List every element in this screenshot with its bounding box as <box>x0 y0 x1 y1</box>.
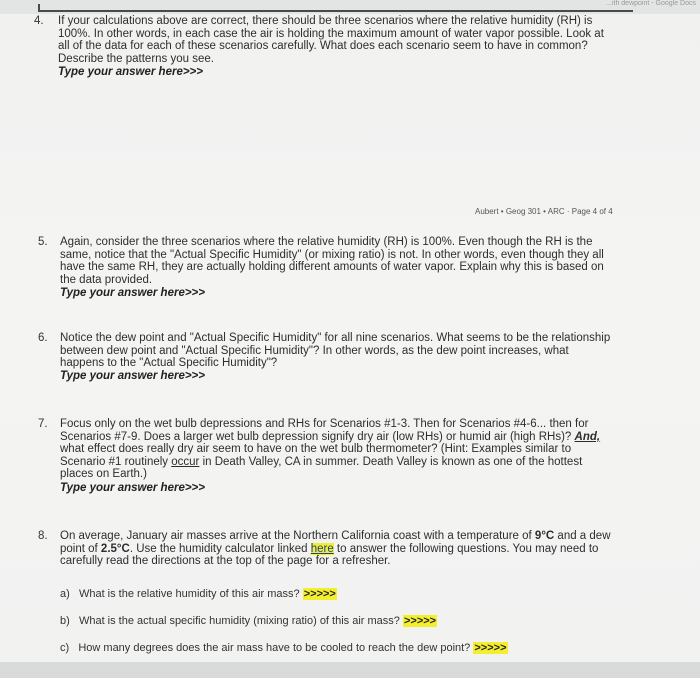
temperature-value: 9°C <box>534 530 555 542</box>
question-6-line: between dew point and "Actual Specific Humidity"? In other words, as the dew point increases, what <box>60 344 569 357</box>
question-4-line: Describe the patterns you see. <box>58 52 214 65</box>
subquestion-b[interactable] <box>60 615 437 627</box>
question-4-text[interactable] <box>58 15 604 65</box>
humidity-calculator-link[interactable]: here <box>310 542 334 555</box>
question-8-line: carefully read the directions at the top of the page for a refresher. <box>60 555 391 568</box>
subquestion-label: b) <box>60 615 70 627</box>
question-8-line <box>60 543 611 556</box>
subquestion-label: a) <box>60 588 70 600</box>
answer-arrows[interactable]: >>>>> <box>303 588 336 600</box>
question-8-line-text: to answer the following questions. You may need to <box>333 542 599 555</box>
question-8-line <box>60 530 611 543</box>
question-7-line <box>60 456 600 469</box>
question-5-answer-prompt[interactable]: Type your answer here>>> <box>60 287 205 299</box>
subquestion-label: c) <box>60 642 70 654</box>
question-6-line: Notice the dew point and "Actual Specific Humidity" for all nine scenarios. What seems to be the relationship <box>60 332 611 344</box>
question-5-number: 5. <box>38 236 48 248</box>
question-7-line: places on Earth.) <box>60 468 147 481</box>
question-6-text[interactable] <box>60 332 610 370</box>
and-emphasis: And, <box>574 430 601 443</box>
question-7-line: Focus only on the wet bulb depressions and RHs for Scenarios #1-3. Then for Scenarios #4-6... then for <box>60 418 589 430</box>
question-5-line: same, notice that the "Actual Specific Humidity" (or mixing ratio) is not. In other words, even though they all <box>60 248 604 261</box>
question-4-line: all of the data for each of these scenarios carefully. What does each scenario seem to have in common? <box>58 40 588 53</box>
subquestion-text: How many degrees does the air mass have to be cooled to reach the dew point? <box>78 642 471 654</box>
subquestion-c[interactable] <box>60 642 508 654</box>
subquestion-text: What is the actual specific humidity (mixing ratio) of this air mass? <box>78 615 400 627</box>
question-4-line: 100%. In other words, in each case the air is holding the maximum amount of water vapor possible. Look at <box>58 27 604 40</box>
question-8-line-text: . Use the humidity calculator linked <box>129 542 311 555</box>
question-7-number: 7. <box>38 418 48 430</box>
question-8-text[interactable] <box>60 530 611 568</box>
question-8-line-text: On average, January air masses arrive at the Northern California coast with a temperature of <box>60 530 535 542</box>
browser-tab-title[interactable]: ...ith dewpoint - Google Docs <box>606 0 696 7</box>
answer-arrows[interactable]: >>>>> <box>474 642 507 654</box>
question-5-line: the data provided. <box>60 273 153 286</box>
question-7-line-text: Scenarios #7-9. Does a larger wet bulb depression signify dry air (low RHs) or humid air (high RHs)? <box>60 430 572 443</box>
question-7-text[interactable] <box>60 418 600 481</box>
subquestion-text: What is the relative humidity of this air mass? <box>78 588 300 600</box>
page-header: Aubert • Geog 301 • ARC · Page 4 of 4 <box>475 207 613 216</box>
question-7-line: what effect does really dry air seem to have on the wet bulb thermometer? (Hint: Examples similar to <box>60 443 572 456</box>
question-8-line-text: point of <box>60 542 101 555</box>
question-7-line <box>60 431 600 444</box>
question-5-line: Again, consider the three scenarios where the relative humidity (RH) is 100%. Even though the RH is the <box>60 236 593 248</box>
subquestion-a[interactable] <box>60 588 337 600</box>
question-4-number: 4. <box>34 15 44 27</box>
question-7-line-text: in Death Valley, CA in summer. Death Valley is known as one of the hottest <box>199 455 583 468</box>
question-4-line: If your calculations above are correct, there should be three scenarios where the relative humidity (RH) is <box>58 15 593 27</box>
question-7-line-text: Scenario #1 routinely <box>60 455 169 468</box>
ruler-marker <box>38 4 40 12</box>
answer-arrows[interactable]: >>>>> <box>403 615 437 627</box>
question-8-line-text: and a dew <box>554 530 611 542</box>
question-6-answer-prompt[interactable]: Type your answer here>>> <box>60 370 205 382</box>
question-6-number: 6. <box>38 332 48 344</box>
question-7-answer-prompt[interactable]: Type your answer here>>> <box>60 482 205 494</box>
page-bottom-edge <box>0 662 700 678</box>
question-4-answer-prompt[interactable]: Type your answer here>>> <box>58 66 203 78</box>
question-5-line: have the same RH, they are actually holding different amounts of water vapor. Explain why this is based on <box>60 261 604 274</box>
occur-word: occur <box>171 455 200 468</box>
document-ruler <box>38 10 633 12</box>
question-6-line: happens to the "Actual Specific Humidity"? <box>60 357 278 370</box>
dewpoint-value: 2.5°C <box>100 542 130 555</box>
question-8-number: 8. <box>38 530 48 542</box>
question-5-text[interactable] <box>60 236 604 286</box>
